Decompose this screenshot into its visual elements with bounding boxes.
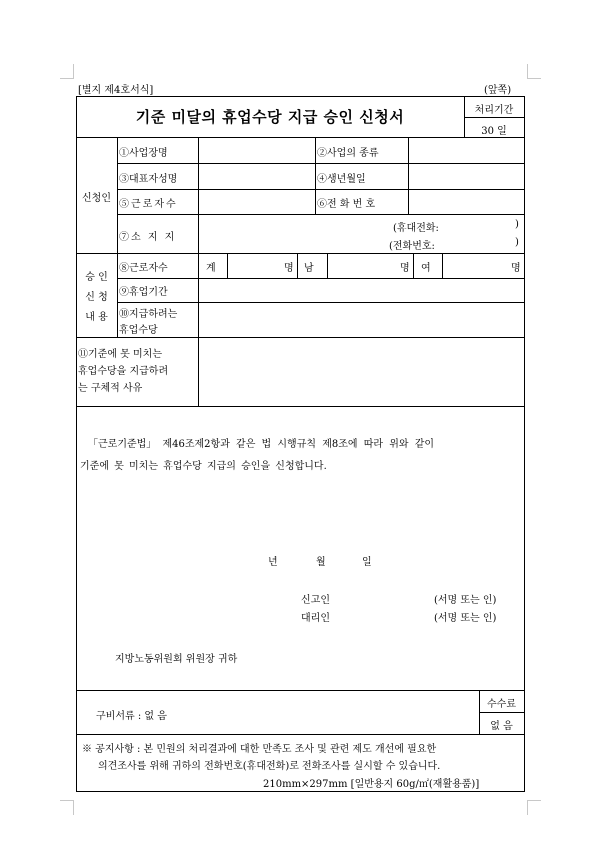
reason-label-3: 는 구체적 사유	[78, 383, 143, 394]
tel-label: (전화번호:	[389, 241, 435, 252]
approval-label-1: 승 인	[85, 272, 108, 283]
form-number: [별지 제4호서식]	[78, 85, 154, 96]
total-unit: 명	[284, 263, 294, 274]
reporter-sign[interactable]: (서명 또는 인)	[434, 595, 497, 606]
workers-field[interactable]	[199, 190, 314, 213]
mobile-label: (휴대전화:	[393, 223, 439, 234]
allowance-label-2: 휴업수당	[119, 325, 158, 336]
crop-mark-tl-h	[60, 78, 74, 79]
male-unit: 명	[400, 263, 410, 274]
representative-label: ③대표자성명	[119, 174, 178, 185]
date-month: 월	[316, 557, 326, 568]
business-type-label: ②사업의 종류	[317, 148, 379, 159]
form-title: 기준 미달의 휴업수당 지급 승인 신청서	[135, 108, 405, 126]
crop-mark-tr-h	[527, 78, 541, 79]
reason-field[interactable]	[199, 338, 523, 405]
crop-mark-br-h	[527, 800, 541, 801]
phone-label: ⑥전 화 번 호	[317, 199, 376, 210]
business-type-field[interactable]	[409, 138, 523, 162]
address-label: ⑦소 지 지	[119, 232, 177, 243]
birth-date-field[interactable]	[409, 164, 523, 188]
address-field[interactable]	[199, 215, 523, 252]
date-year: 년	[268, 557, 278, 568]
agent-label: 대리인	[301, 613, 330, 624]
statement-line-2: 기준에 못 미치는 휴업수당 지급의 승인을 신청합니다.	[80, 461, 327, 472]
business-name-field[interactable]	[199, 138, 314, 162]
female-unit: 명	[511, 263, 521, 274]
allowance-field[interactable]	[199, 303, 523, 336]
fee-label: 수수료	[487, 699, 516, 710]
total-label: 계	[206, 263, 216, 274]
notice-line-1: ※ 공지사항 : 본 민원의 처리결과에 대한 만족도 조사 및 관련 제도 개선에 필요한	[82, 744, 437, 755]
paper-spec: 210mm×297mm [일반용지 60g/㎡(재활용품)]	[263, 779, 480, 790]
reporter-label: 신고인	[301, 595, 330, 606]
workers-label: ⑤근로자수	[119, 199, 178, 210]
leave-period-label: ⑨휴업기간	[119, 287, 168, 298]
mobile-close: )	[515, 219, 519, 230]
reason-label-1: ⑪기준에 못 미치는	[78, 349, 162, 360]
allowance-label-1: ⑩지급하려는	[119, 309, 178, 320]
approval-label-3: 내 용	[85, 312, 108, 323]
processing-period-value: 30 일	[481, 126, 507, 137]
male-label: 남	[304, 263, 314, 274]
statement-line-1: 「근로기준법」 제46조제2항과 같은 법 시행규칙 제8조에 따라 위와 같이	[88, 439, 435, 450]
applicant-section-label: 신청인	[82, 193, 111, 204]
leave-period-field[interactable]	[199, 279, 523, 301]
birth-date-label: ④생년월일	[317, 174, 366, 185]
crop-mark-tr-v	[527, 64, 528, 79]
required-documents: 구비서류 : 없 음	[96, 711, 167, 722]
business-name-label: ①사업장명	[119, 148, 168, 159]
tel-close: )	[515, 237, 519, 248]
processing-period-label: 처리기간	[474, 105, 514, 116]
crop-mark-tl-v	[73, 64, 74, 79]
fee-value: 없 음	[490, 721, 513, 732]
page-side-label: (앞쪽)	[484, 85, 512, 96]
total-count-field[interactable]	[228, 254, 288, 277]
crop-mark-br-v	[527, 800, 528, 815]
reason-label-2: 휴업수당을 지급하려	[78, 366, 169, 377]
crop-mark-bl-h	[60, 800, 74, 801]
female-label: 여	[421, 263, 431, 274]
agent-sign[interactable]: (서명 또는 인)	[434, 613, 497, 624]
crop-mark-bl-v	[73, 800, 74, 815]
female-count-field[interactable]	[443, 254, 509, 277]
worker-count-label: ⑧근로자수	[119, 263, 168, 274]
recipient: 지방노동위원회 위원장 귀하	[115, 654, 238, 665]
date-day: 일	[362, 557, 372, 568]
representative-field[interactable]	[199, 164, 314, 188]
phone-field[interactable]	[409, 190, 523, 213]
male-count-field[interactable]	[328, 254, 400, 277]
approval-label-2: 신 청	[85, 292, 108, 303]
notice-line-2: 의견조사를 위해 귀하의 전화번호(휴대전화)로 전화조사를 실시할 수 있습니다.	[98, 761, 441, 772]
